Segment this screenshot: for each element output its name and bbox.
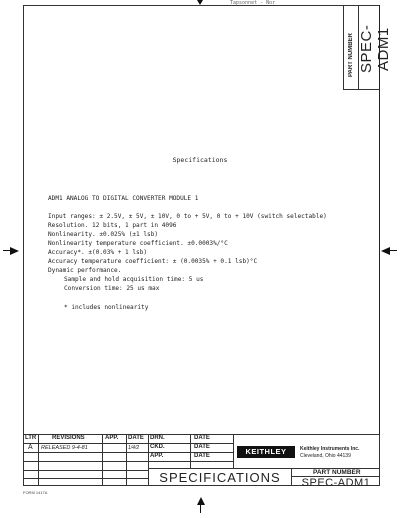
revisions-header: REVISIONS (52, 435, 85, 441)
ckd-label: CKD. (150, 444, 165, 450)
app-label: APP. (150, 453, 164, 459)
revision-text: RELEASED 9-4-81 (41, 445, 88, 451)
ltr-header: LTR (25, 435, 37, 441)
doc-type: SPECIFICATIONS (159, 470, 281, 485)
module-heading: ADM1 ANALOG TO DIGITAL CONVERTER MODULE 1 (48, 195, 199, 202)
left-arrow-icon (10, 247, 19, 255)
left-arrow-line (3, 250, 11, 251)
bottom-arrow-icon (197, 497, 205, 505)
right-arrow-line (389, 250, 397, 251)
app-header: APP. (105, 435, 119, 441)
spec-line: Accuracy temperature coefficient: ± (0.0035% + 0.1 lsb)°C (48, 258, 258, 265)
right-arrow-icon (381, 247, 390, 255)
footnote: * includes nonlinearity (64, 304, 149, 311)
title-block-part-number: SPEC-ADM1 (301, 477, 371, 489)
company-city: Cleveland, Ohio 44139 (300, 453, 351, 459)
keithley-logo: KEITHLEY (237, 446, 295, 458)
app-date-label: DATE (194, 453, 210, 459)
drn-label: DRN. (150, 435, 165, 441)
part-number-value: SPEC-ADM1 (358, 24, 392, 74)
document-title: Specifications (172, 156, 228, 164)
ckd-date-label: DATE (194, 444, 210, 450)
spec-line: Resolution. 12 bits, 1 part in 4096 (48, 222, 177, 229)
spec-line: Nonlinearity temperature coefficient. ±0.0003%/°C (48, 240, 228, 247)
revision-date: 1/4/2 (128, 445, 140, 451)
bottom-arrow-line (200, 505, 201, 513)
spec-line: Dynamic performance. (48, 267, 122, 274)
spec-line: Input ranges: ± 2.5V, ± 5V, ± 10V, 0 to + 5V, 0 to + 10V (switch selectable) (48, 213, 327, 220)
title-block-part-number-label: PART NUMBER (313, 469, 361, 476)
form-number: FORM 1417A (23, 490, 48, 495)
header-fragment: Tapsonnet - Nor (230, 0, 276, 6)
spec-line-indented: Conversion time: 25 us max (64, 285, 160, 292)
spec-line: Nonlinearity. ±0.025% (±1 lsb) (48, 231, 159, 238)
revision-letter: A (28, 444, 33, 451)
company-name: Keithley Instruments Inc. (300, 446, 360, 452)
spec-line: Accuracy*. ±(0.03% + 1 lsb) (48, 249, 148, 256)
part-number-label: PART NUMBER (348, 33, 354, 77)
date-header: DATE (128, 435, 144, 441)
spec-line-indented: Sample and hold acquisition time: 5 us (64, 276, 204, 283)
drn-date-label: DATE (194, 435, 210, 441)
